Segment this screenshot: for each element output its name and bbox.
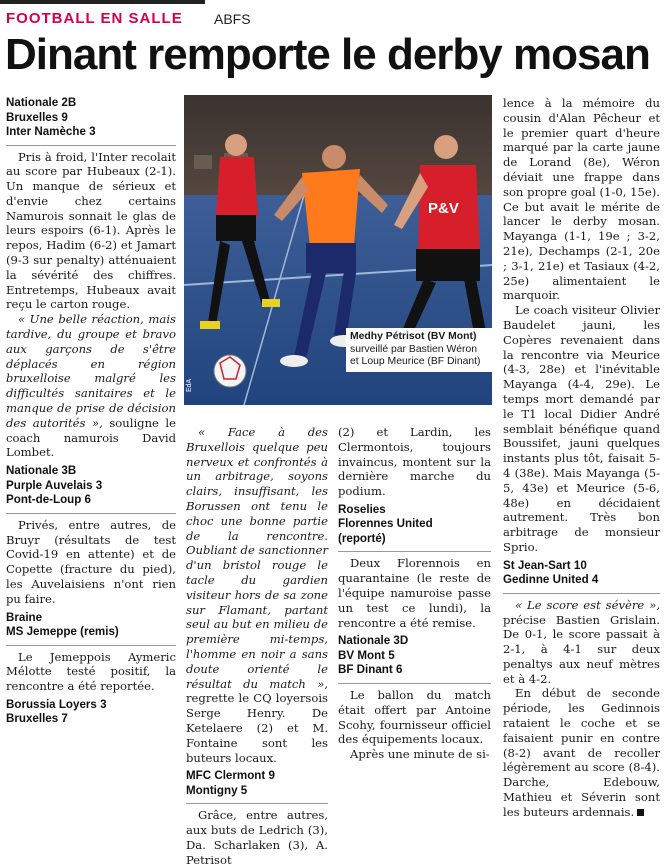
divider — [186, 803, 328, 804]
divider — [6, 645, 176, 646]
match-division: Nationale 3D — [338, 634, 409, 648]
quote-attribution: précise Bastien Grislain. De 0-1, le score passait à 2-1, à 4-1 sur deux penaltys aux neuf mètres et à 4-2. — [503, 612, 660, 686]
final-paragraph: En début de seconde période, les Gedinnois rataient le coche et se faisaient punir en contre (8-2) avant de recoller légèrement au score (8-4). Darche, Edebouw, Mathieu et Séverin sont les buteurs ardennais. — [503, 686, 660, 819]
divider — [338, 551, 491, 552]
paragraph: Le ballon du match était offert par Antoine Scohy, fournisseur officiel des équipements locaux. — [338, 687, 491, 747]
match-away: Montigny 5 — [186, 783, 248, 797]
end-of-article-mark — [637, 809, 644, 816]
match-away: Pont-de-Loup 6 — [6, 493, 92, 507]
match-division: Nationale 3B — [6, 464, 77, 478]
column-4 — [503, 96, 660, 820]
paragraph: Après une minute de si- — [350, 747, 490, 762]
ball — [214, 355, 246, 387]
divider — [6, 145, 176, 146]
paragraph: (2) et Lardin, les Clermontois, toujours invaincus, montent sur la dernière marche du podium. — [338, 425, 491, 499]
paragraph — [503, 598, 660, 687]
match-home: Borussia Loyers 3 — [6, 697, 107, 711]
match-note: (reporté) — [338, 531, 386, 545]
top-rule — [0, 0, 205, 4]
match-home: BV Mont 5 — [338, 648, 395, 662]
photo-caption — [346, 328, 492, 372]
sponsor-logo: P&V — [428, 200, 459, 217]
match-away: Gedinne United 4 — [503, 573, 599, 587]
column-2 — [186, 425, 328, 868]
column-3 — [338, 425, 491, 762]
match-home: Roselies — [338, 502, 386, 516]
photo-credit: EdA — [186, 378, 193, 392]
quote: « Le score est sévère », — [515, 597, 660, 612]
paragraph — [503, 686, 660, 819]
match-away: MS Jemeppe (remis) — [6, 625, 119, 639]
paragraph: Deux Florennois en quarantaine (le reste de l'équipe namuroise passe un test ce lundi), la rencontre a été remise. — [338, 556, 491, 630]
quote-attribution: regrette le CQ loyersois Serge Henry. De Ketelaere (2) et M. Fontaine sont les buteurs locaux. — [186, 691, 328, 765]
quote: « Face à des Bruxellois quelque peu nerveux et confrontés à un arbitrage, soyons clairs, insuffisant, les Borussen ont tenu le choc une bonne partie de la rencontre. Oubliant de sanctionner d'un bristol rouge le tacle du gardien visiteur hors de sa zone sur Flamant, partant seul au but en milieu de première mi-temps, l'homme en noir a sans doute orienté le résultat du match », — [186, 425, 329, 691]
paragraph: Le coach visiteur Olivier Baudelet jauni, les Copères revenaient dans la rencontre via Meurice (4-3, 28e) et l'inévitable Mayanga (4-4, 29e). Le temps mort demandé par le T1 local Didier André semblait bénéfique quand Boussifet, jauni quelques instants plus tôt, faisait 5-4 (38e). Mais Mayanga (5-5, 43e) et Meurice (5-6, 48e) en décidaient autrement. Très bon arbitrage de monsieur Sprio. — [503, 303, 660, 554]
divider — [503, 593, 660, 594]
paragraph — [6, 312, 176, 460]
paragraph: Le Jemeppois Aymeric Mélotte testé positif, la rencontre a été reportée. — [6, 649, 176, 694]
divider — [6, 513, 176, 514]
paragraph: Privés, entre autres, de Bruyr (résultats de test Covid-19 en attente) et de Copette (fracture du pied), les Auvelaisiens n'ont rien pu faire. — [6, 517, 176, 606]
headline: Dinant remporte le derby mosan — [5, 30, 650, 79]
caption-text: surveillé par Bastien Wéron et Loup Meurice (BF Dinant) — [350, 343, 481, 367]
quote-attribution: souligne le coach namurois David Lombet. — [6, 415, 176, 460]
divider — [338, 683, 491, 684]
league-tag: ABFS — [214, 11, 251, 27]
paragraph: Grâce, entre autres, aux buts de Ledrich (3), Da. Scharlaken (3), A. Petrisot — [186, 808, 328, 867]
paragraph: lence à la mémoire du cousin d'Alan Pêcheur et le premier quart d'heure marqué par la carte jaune de Lorand (8e), Wéron déviait une frappe dans son propre goal (1-0, 15e). Ce but avait le mérite de lancer le derby mosan. Mayanga (1-1, 19e ; 3-2, 21e), Dechamps (2-1, 20e ; 3-1, 21e) et Tasiaux (4-2, 25e) alimentaient le marquoir. — [503, 96, 660, 303]
paragraph — [186, 425, 328, 765]
match-home: Braine — [6, 610, 43, 624]
match-away: BF Dinant 6 — [338, 663, 403, 677]
match-away: Bruxelles 7 — [6, 712, 68, 726]
match-away: Florennes United — [338, 517, 433, 531]
match-home: St Jean-Sart 10 — [503, 558, 587, 572]
match-away: Inter Namèche 3 — [6, 125, 96, 138]
column-1 — [6, 96, 176, 727]
quote: « Une belle réaction, mais tardive, du groupe et bravo aux garçons de s'être déplacés en région bruxelloise malgré les difficultés sanitaires et le manque de prise de décision des autorités », — [6, 312, 176, 430]
paragraph: Pris à froid, l'Inter recolait au score par Hubeaux (2-1). Un manque de sérieux et d'envie chez certains Namurois sonnait le glas de leurs espoirs (6-1). Après le repos, Hadim (6-2) et Jamart (9-3 sur penalty) atténuaient la sévérité des chiffres. Entretemps, Hubeaux avait reçu le carton rouge. — [6, 149, 176, 312]
match-home: MFC Clermont 9 — [186, 769, 275, 783]
match-division: Nationale 2B — [6, 96, 77, 109]
match-home: Bruxelles 9 — [6, 110, 68, 124]
section-kicker: FOOTBALL EN SALLE — [6, 10, 183, 27]
caption-subject: Medhy Pétrisot (BV Mont) — [350, 331, 477, 342]
match-home: Purple Auvelais 3 — [6, 478, 103, 492]
